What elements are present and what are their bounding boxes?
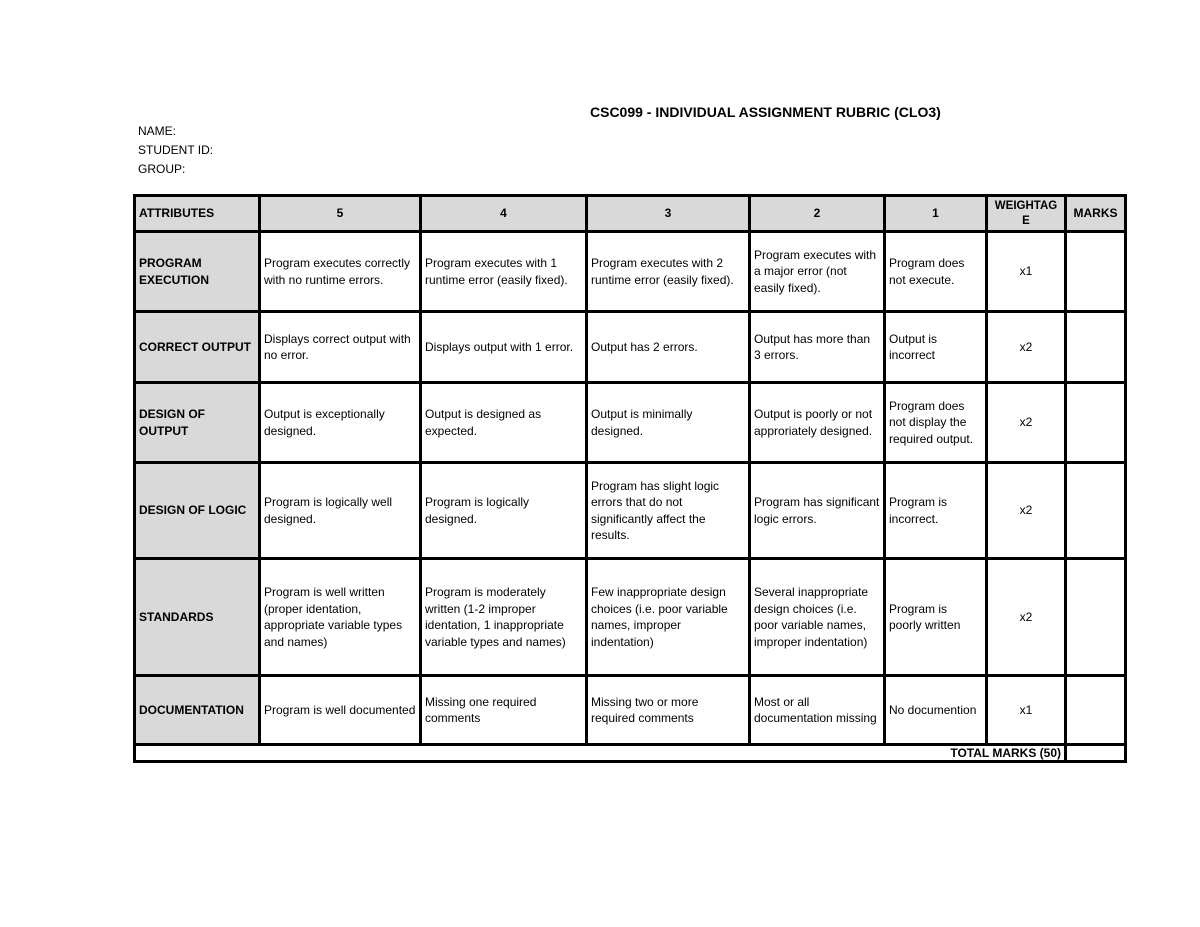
rubric-row [135, 463, 1126, 559]
score-1-cell: Program is incorrect. [885, 463, 987, 559]
score-5-cell: Program is logically well designed. [260, 463, 421, 559]
marks-cell[interactable] [1066, 232, 1126, 312]
score-4-cell: Displays output with 1 error. [421, 312, 587, 383]
score-1-cell: Program does not execute. [885, 232, 987, 312]
score-2-cell: Output is poorly or not approriately designed. [750, 383, 885, 463]
student-id-label: STUDENT ID: [138, 143, 214, 157]
marks-cell[interactable] [1066, 559, 1126, 676]
score-4-cell: Missing one required comments [421, 676, 587, 745]
header-attributes: ATTRIBUTES [135, 196, 260, 232]
header-weightage: WEIGHTAG E [987, 196, 1066, 232]
attribute-cell: DESIGN OF OUTPUT [135, 383, 260, 463]
header-score-4: 4 [421, 196, 587, 232]
score-3-cell: Few inappropriate design choices (i.e. poor variable names, improper indentation) [587, 559, 750, 676]
score-2-cell: Several inappropriate design choices (i.e. poor variable names, improper indentation) [750, 559, 885, 676]
rubric-title: CSC099 - INDIVIDUAL ASSIGNMENT RUBRIC (CLO3) [590, 104, 941, 120]
score-1-cell: Program does not display the required output. [885, 383, 987, 463]
rubric-row [135, 232, 1126, 312]
weight-cell: x2 [987, 559, 1066, 676]
score-5-cell: Output is exceptionally designed. [260, 383, 421, 463]
score-1-cell: Program is poorly written [885, 559, 987, 676]
marks-cell[interactable] [1066, 463, 1126, 559]
weight-cell: x1 [987, 232, 1066, 312]
attribute-cell: CORRECT OUTPUT [135, 312, 260, 383]
header-score-3: 3 [587, 196, 750, 232]
score-3-cell: Output has 2 errors. [587, 312, 750, 383]
score-3-cell: Missing two or more required comments [587, 676, 750, 745]
attribute-cell: DESIGN OF LOGIC [135, 463, 260, 559]
rubric-row [135, 312, 1126, 383]
total-row [135, 745, 1126, 762]
rubric-row [135, 559, 1126, 676]
score-1-cell: Output is incorrect [885, 312, 987, 383]
weight-cell: x2 [987, 312, 1066, 383]
name-label: NAME: [138, 124, 177, 138]
rubric-row [135, 383, 1126, 463]
group-label: GROUP: [138, 162, 186, 176]
total-marks-label: TOTAL MARKS (50) [135, 745, 1066, 762]
score-2-cell: Program has significant logic errors. [750, 463, 885, 559]
total-marks-cell[interactable] [1066, 745, 1126, 762]
score-5-cell: Program executes correctly with no runtime errors. [260, 232, 421, 312]
weight-cell: x1 [987, 676, 1066, 745]
attribute-cell: PROGRAM EXECUTION [135, 232, 260, 312]
score-4-cell: Program executes with 1 runtime error (easily fixed). [421, 232, 587, 312]
rubric-row [135, 676, 1126, 745]
attribute-cell: DOCUMENTATION [135, 676, 260, 745]
marks-cell[interactable] [1066, 312, 1126, 383]
score-5-cell: Program is well written (proper identation, appropriate variable types and names) [260, 559, 421, 676]
score-5-cell: Displays correct output with no error. [260, 312, 421, 383]
header-row [135, 196, 1126, 232]
score-3-cell: Program executes with 2 runtime error (easily fixed). [587, 232, 750, 312]
weight-cell: x2 [987, 383, 1066, 463]
header-score-5: 5 [260, 196, 421, 232]
marks-cell[interactable] [1066, 676, 1126, 745]
score-1-cell: No documention [885, 676, 987, 745]
score-2-cell: Output has more than 3 errors. [750, 312, 885, 383]
score-5-cell: Program is well documented [260, 676, 421, 745]
score-2-cell: Program executes with a major error (not easily fixed). [750, 232, 885, 312]
score-4-cell: Output is designed as expected. [421, 383, 587, 463]
score-3-cell: Program has slight logic errors that do not significantly affect the results. [587, 463, 750, 559]
score-3-cell: Output is minimally designed. [587, 383, 750, 463]
marks-cell[interactable] [1066, 383, 1126, 463]
header-score-1: 1 [885, 196, 987, 232]
score-2-cell: Most or all documentation missing [750, 676, 885, 745]
header-score-2: 2 [750, 196, 885, 232]
weight-cell: x2 [987, 463, 1066, 559]
attribute-cell: STANDARDS [135, 559, 260, 676]
rubric-table [133, 194, 1127, 763]
header-marks: MARKS [1066, 196, 1126, 232]
score-4-cell: Program is logically designed. [421, 463, 587, 559]
score-4-cell: Program is moderately written (1-2 improper identation, 1 inappropriate variable types and names) [421, 559, 587, 676]
